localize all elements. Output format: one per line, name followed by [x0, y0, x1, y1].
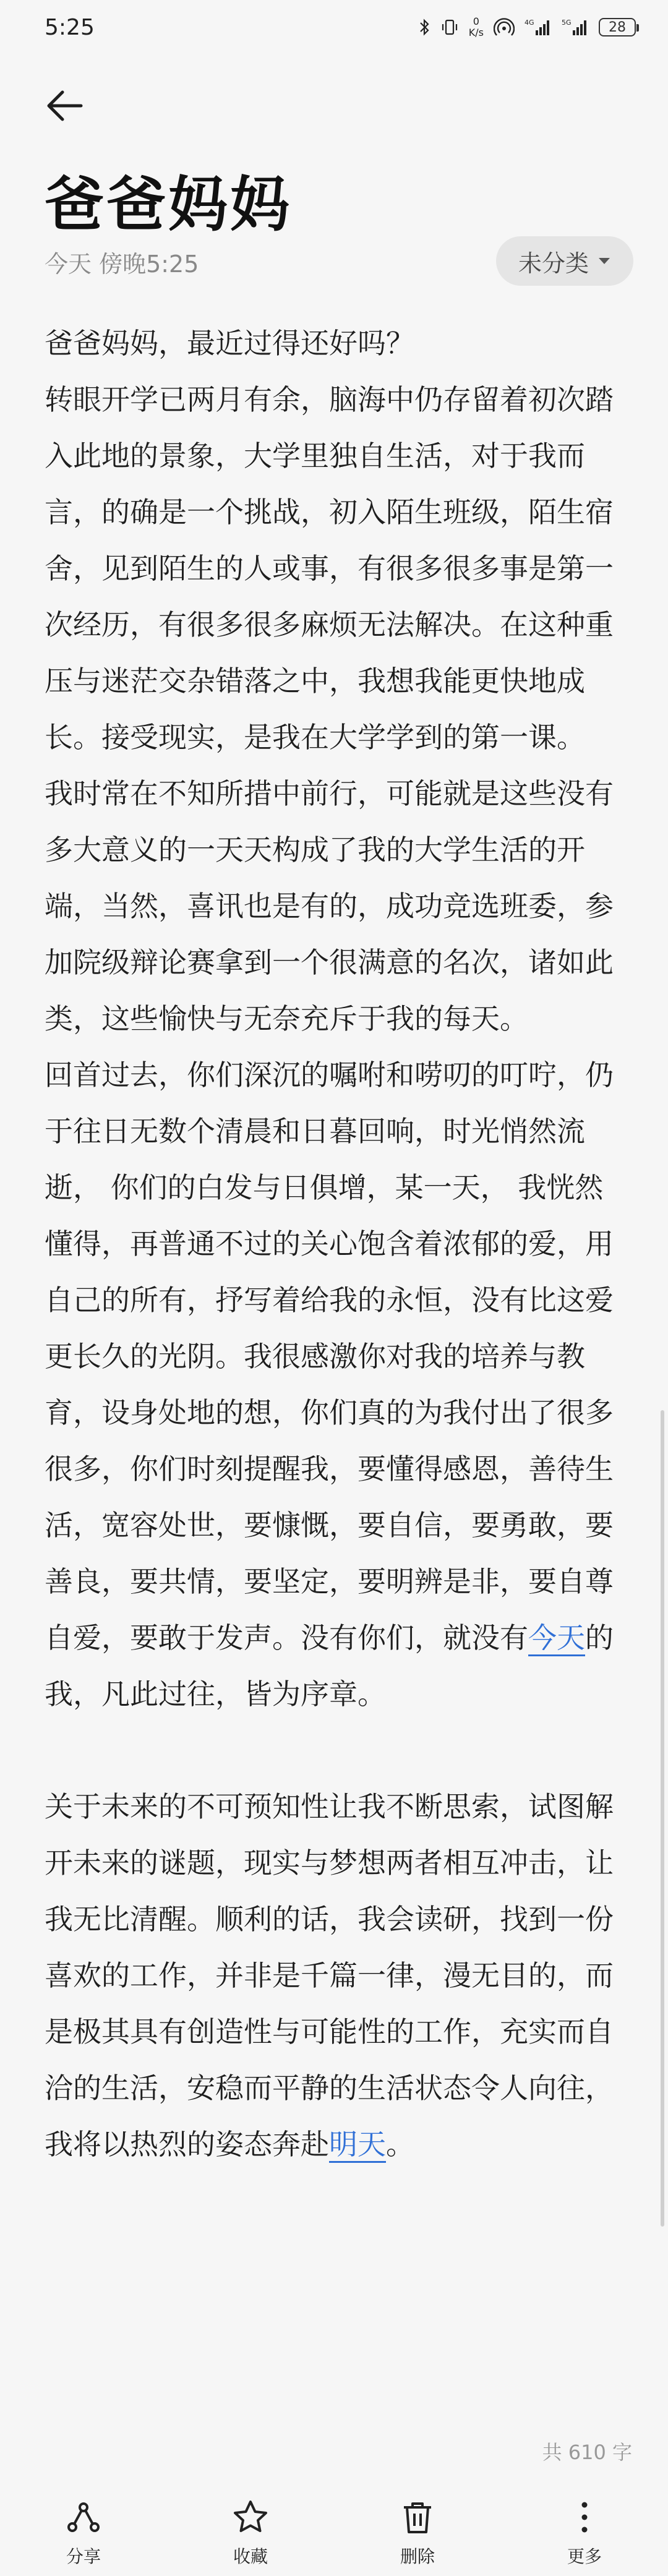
bluetooth-icon — [418, 18, 430, 36]
more-button[interactable] — [501, 2493, 668, 2576]
favorite-button[interactable] — [167, 2493, 334, 2576]
paragraph-5 — [45, 1779, 620, 2173]
note-title[interactable]: 爸爸妈妈 — [45, 170, 292, 239]
paragraph-2: 转眼开学已两月有余，脑海中仍存留着初次踏入此地的景象，大学里独自生活，对于我而言，的确是一个挑战，初入陌生班级，陌生宿舍，见到陌生的人或事，有很多很多事是第一次经历，有很多很多麻烦无法解决。在这种重压与迷茫交杂错落之中，我想我能更快地成长。接受现实，是我在大学学到的第一课。 — [45, 383, 614, 754]
today-date-link[interactable]: 今天 — [528, 1621, 585, 1656]
tomorrow-date-link[interactable]: 明天 — [329, 2128, 386, 2163]
trash-icon — [399, 2499, 436, 2536]
status-bar — [0, 0, 668, 62]
svg-text:4G: 4G — [525, 19, 534, 27]
signal-5g-icon — [562, 18, 589, 36]
more-dots-icon — [566, 2499, 603, 2536]
delete-label: 删除 — [400, 2546, 435, 2567]
paragraph-4-end: 的我，凡此过往，皆为序章。 — [45, 1621, 614, 1711]
vibrate-icon — [440, 18, 459, 36]
battery-icon — [599, 18, 636, 36]
scrollbar[interactable] — [661, 1410, 664, 2227]
battery-level: 28 — [609, 19, 626, 35]
paragraph-4 — [45, 1047, 620, 1722]
net-speed — [469, 16, 484, 38]
paragraph-1: 爸爸妈妈，最近过得还好吗？ — [45, 327, 414, 360]
blank-line — [45, 1722, 620, 1779]
paragraph-4-text: 回首过去，你们深沉的嘱咐和唠叨的叮咛，仍于往日无数个清晨和日暮回响，时光悄然流逝， 你们的白发与日俱增，某一天， 我恍然懂得，再普通不过的关心饱含着浓郁的爱，用自己的所有，抒写着给我的永恒，没有比这爱更长久的光阴。我很感激你对我的培养与教育，设身处地的想，你们真的为我付出了很多很多，你们时刻提醒我，要懂得感恩，善待生活，宽容处世，要慷慨，要自信，要勇敢，要善良，要共情，要坚定，要明辨是非，要自尊自爱，要敢于发声。没有你们，就没有 — [45, 1058, 614, 1654]
status-time: 5:25 — [45, 15, 95, 40]
paragraph-3: 我时常在不知所措中前行，可能就是这些没有多大意义的一天天构成了我的大学生活的开端，当然，喜讯也是有的，成功竞选班委，参加院级辩论赛拿到一个很满意的名次，诸如此类，这些愉快与无奈充斥于我的每天。 — [45, 777, 614, 1035]
share-label: 分享 — [66, 2546, 101, 2567]
note-body[interactable] — [45, 315, 620, 2173]
svg-text:5G: 5G — [562, 19, 572, 27]
net-speed-value: 0 — [473, 15, 479, 27]
more-label: 更多 — [567, 2546, 602, 2567]
signal-4g-icon — [525, 18, 552, 36]
star-icon — [232, 2499, 269, 2536]
category-label: 未分类 — [518, 249, 589, 277]
back-button[interactable] — [43, 84, 87, 127]
share-button[interactable] — [0, 2493, 167, 2576]
favorite-label: 收藏 — [233, 2546, 268, 2567]
hotspot-icon — [494, 18, 515, 36]
status-icons — [418, 16, 636, 38]
share-icon — [65, 2499, 102, 2536]
dropdown-triangle-icon — [597, 257, 611, 265]
category-dropdown[interactable] — [496, 236, 633, 286]
note-date: 今天 傍晚5:25 — [45, 250, 199, 278]
back-arrow-icon — [45, 86, 85, 126]
bottom-toolbar — [0, 2493, 668, 2576]
char-count: 共 610 字 — [542, 2441, 632, 2464]
delete-button[interactable] — [334, 2493, 501, 2576]
paragraph-5-end: 。 — [386, 2128, 414, 2161]
net-speed-unit: K/s — [468, 27, 484, 38]
paragraph-5-text: 关于未来的不可预知性让我不断思索，试图解开未来的谜题，现实与梦想两者相互冲击，让我无比清醒。顺利的话，我会读研，找到一份喜欢的工作，并非是千篇一律，漫无目的，而是极其具有创造性与可能性的工作，充实而自洽的生活，安稳而平静的生活状态令人向往，我将以热烈的姿态奔赴 — [45, 1790, 614, 2161]
